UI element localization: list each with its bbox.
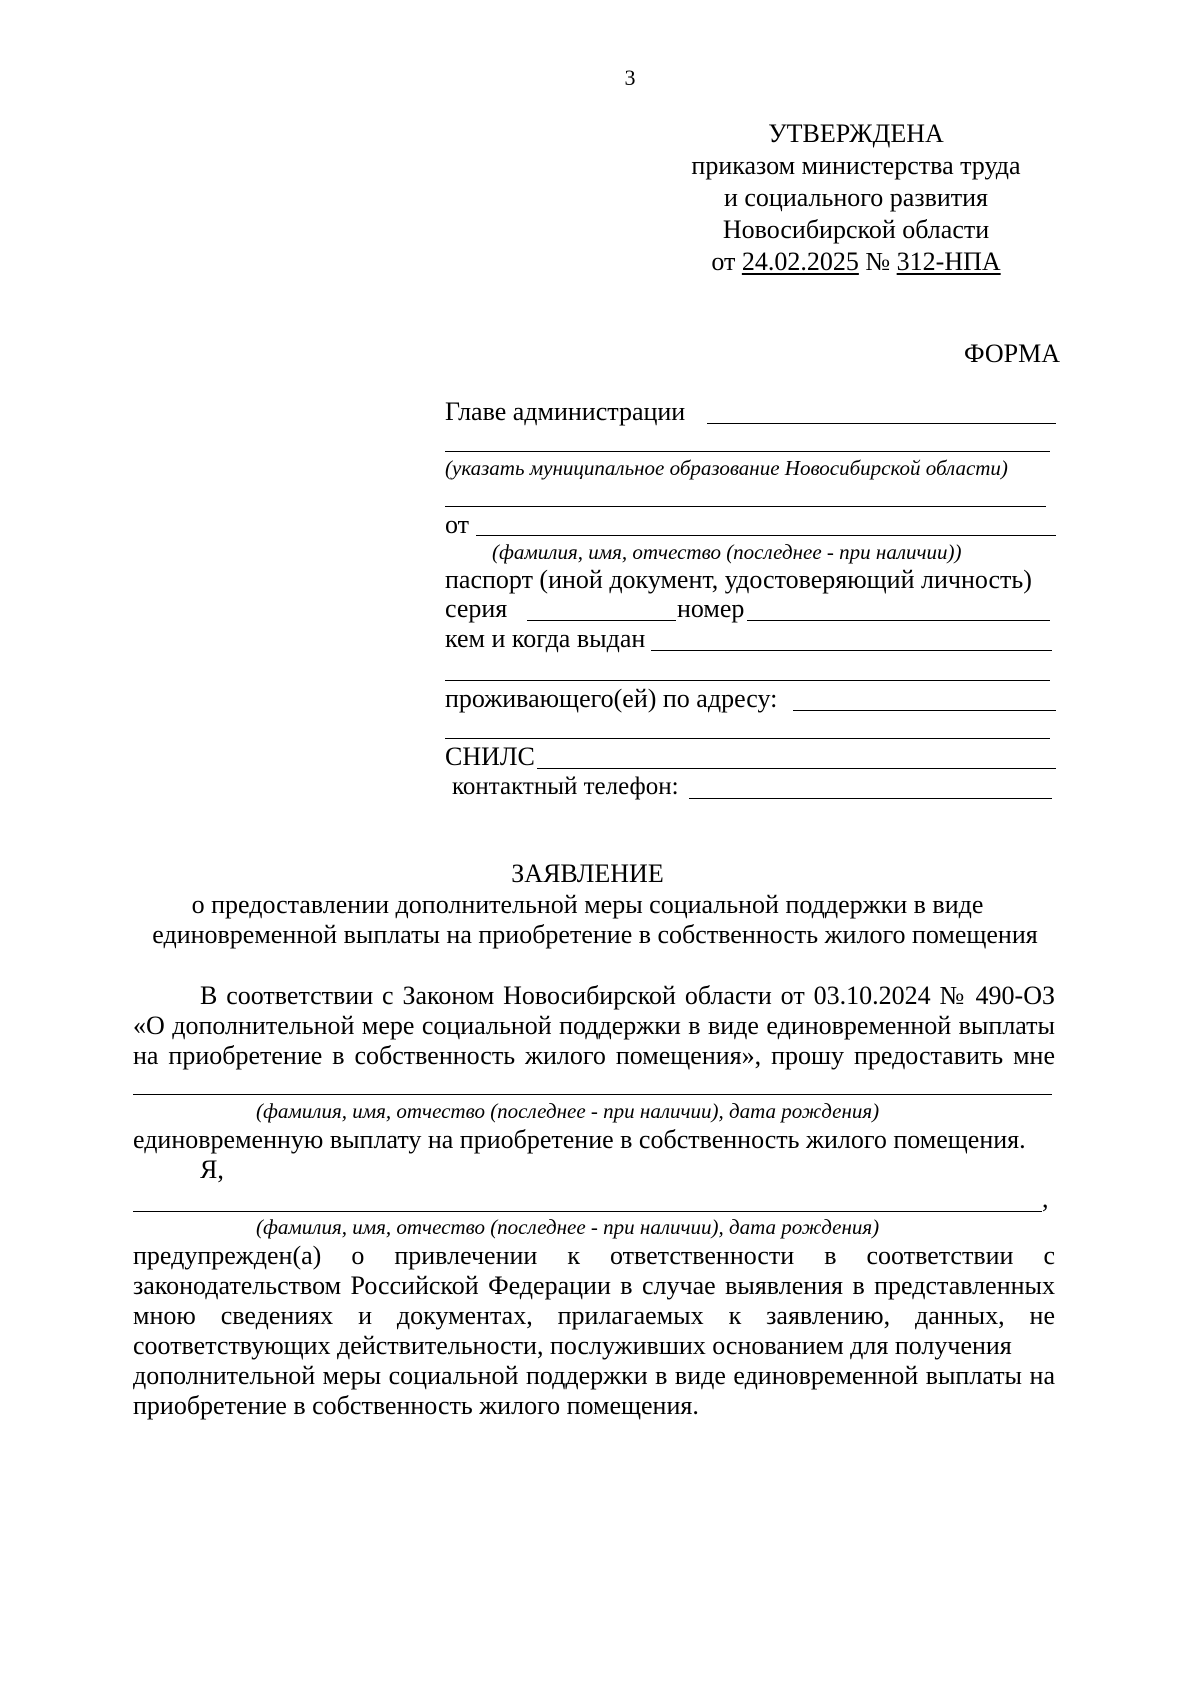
order-prefix: от <box>711 247 736 276</box>
approval-line-3: Новосибирской области <box>722 215 990 244</box>
paragraph-1-line-3: на приобретение в собственность жилого помещения», прошу предоставить мне <box>133 1041 1055 1070</box>
from-hint: (фамилия, имя, отчество (последнее - при наличии)) <box>492 540 962 564</box>
phone-label: контактный телефон: <box>452 773 679 800</box>
approval-line-2: и социального развития <box>723 183 989 212</box>
passport-label: паспорт (иной документ, удостоверяющий личность) <box>445 565 1032 594</box>
i-label: Я, <box>200 1155 224 1184</box>
statement-subtitle-2: единовременной выплаты на приобретение в собственность жилого помещения <box>152 920 1038 949</box>
number-label: номер <box>677 594 745 623</box>
issued-label: кем и когда выдан <box>445 624 646 653</box>
declarant-hint: (фамилия, имя, отчество (последнее - при наличии), дата рождения) <box>256 1215 880 1239</box>
snils-label: СНИЛС <box>445 742 535 771</box>
paragraph-1-line-4: единовременную выплату на приобретение в собственность жилого помещения. <box>133 1125 1026 1154</box>
recipient-hint: (фамилия, имя, отчество (последнее - при наличии), дата рождения) <box>256 1099 880 1123</box>
warning-line-6: приобретение в собственность жилого помещения. <box>133 1391 699 1420</box>
recipient-field[interactable] <box>133 1094 1052 1095</box>
order-date: 24.02.2025 <box>741 247 859 276</box>
phone-field[interactable] <box>689 798 1052 799</box>
applicant-name-field[interactable] <box>476 535 1056 536</box>
statement-title: ЗАЯВЛЕНИЕ <box>511 859 664 888</box>
order-number: 312-НПА <box>896 247 1001 276</box>
address-label: проживающего(ей) по адресу: <box>445 684 778 713</box>
number-field[interactable] <box>747 620 1050 621</box>
warning-line-3: мною сведениях и документах, прилагаемых к заявлению, данных, не <box>133 1301 1055 1330</box>
head-name-field[interactable] <box>707 423 1056 424</box>
warning-line-5: дополнительной меры социальной поддержки в виде единовременной выплаты на <box>133 1361 1055 1390</box>
snils-field[interactable] <box>537 768 1056 769</box>
page-number: 3 <box>624 65 636 90</box>
municipality-field[interactable] <box>445 506 1046 507</box>
issued-field-2[interactable] <box>445 680 1050 681</box>
issued-field[interactable] <box>651 650 1052 651</box>
approval-stamp: УТВЕРЖДЕНА <box>768 119 944 148</box>
approval-line-1: приказом министерства труда <box>691 151 1021 180</box>
warning-line-1: предупрежден(а) о привлечении к ответственности в соответствии с <box>133 1241 1055 1270</box>
warning-line-2: законодательством Российской Федерации в случае выявления в представленных <box>133 1271 1055 1300</box>
municipality-hint: (указать муниципальное образование Новосибирской области) <box>445 456 1008 480</box>
from-label: от <box>445 510 470 539</box>
form-label: ФОРМА <box>964 339 1060 368</box>
head-label: Главе администрации <box>445 397 686 426</box>
series-field[interactable] <box>527 620 676 621</box>
head-name-field-2[interactable] <box>445 451 1050 452</box>
comma: , <box>1042 1184 1049 1213</box>
warning-line-4: соответствующих действительности, послуживших основанием для получения <box>133 1331 1012 1360</box>
series-label: серия <box>445 594 508 623</box>
order-number-sign: № <box>865 247 891 276</box>
approval-order <box>680 246 1032 278</box>
address-field[interactable] <box>793 710 1056 711</box>
address-field-2[interactable] <box>445 738 1050 739</box>
declarant-field[interactable] <box>133 1211 1042 1212</box>
statement-subtitle-1: о предоставлении дополнительной меры социальной поддержки в виде <box>191 890 984 919</box>
paragraph-1-line-1: В соответствии с Законом Новосибирской области от 03.10.2024 № 490-ОЗ <box>200 981 1055 1010</box>
paragraph-1-line-2: «О дополнительной мере социальной поддержки в виде единовременной выплаты <box>133 1011 1055 1040</box>
